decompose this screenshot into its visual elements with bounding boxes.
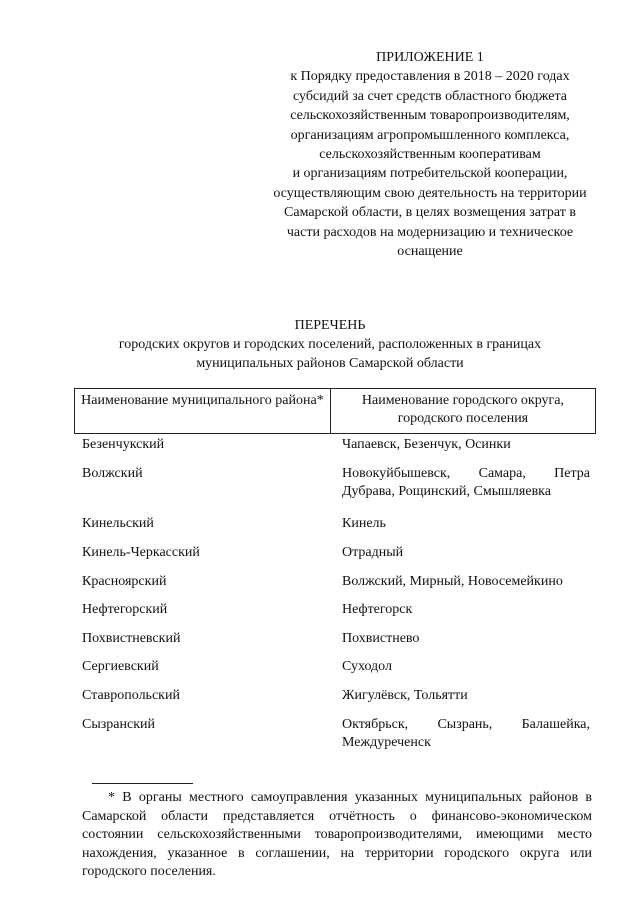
annex-line: оснащение: [397, 244, 463, 260]
settlement-names: Октябрьск, Сызрань, Балашейка, Междуреченск: [342, 717, 590, 750]
footnote-separator: [92, 783, 193, 784]
annex-line: к Порядку предоставления в 2018 – 2020 годах: [290, 69, 570, 85]
table-header: [74, 388, 596, 434]
district-name: Безенчукский: [82, 437, 165, 452]
settlement-names: Нефтегорск: [342, 602, 413, 617]
list-title: ПЕРЕЧЕНЬ: [294, 318, 366, 333]
column-header-settlement: Наименование городского округа, городского поселения: [330, 389, 595, 434]
list-heading: [70, 316, 590, 373]
settlement-names: Новокуйбышевск, Самара, Петра Дубрава, Рощинский, Смышляевка: [342, 466, 590, 499]
settlement-names: Суходол: [342, 659, 392, 674]
annex-line: сельскохозяйственным товаропроизводителям,: [290, 108, 570, 124]
column-header-district: Наименование муниципального района*: [75, 389, 331, 434]
footnote: * В органы местного самоуправления указанных муниципальных районов в Самарской области представляется отчётность о финансово-экономическом состоянии сельскохозяйственными товаропроизводителями, имеющими место нахождения, указанное в соглашении, на территории городского округа или городского поселения.: [82, 790, 592, 880]
district-name: Сергиевский: [82, 659, 159, 674]
settlement-names: Кинель: [342, 516, 386, 531]
annex-line: Самарской области, в целях возмещения затрат в: [284, 205, 576, 221]
district-name: Ставропольский: [82, 688, 180, 703]
annex-header: [240, 48, 620, 261]
annex-line: и организациям потребительской кооперации,: [292, 166, 568, 182]
district-name: Сызранский: [82, 717, 155, 732]
settlement-names: Жигулёвск, Тольятти: [342, 688, 468, 703]
district-name: Кинельский: [82, 516, 154, 531]
district-name: Красноярский: [82, 574, 167, 589]
district-name: Кинель-Черкасский: [82, 545, 200, 560]
settlement-names: Чапаевск, Безенчук, Осинки: [342, 437, 511, 452]
settlement-names: Отрадный: [342, 545, 404, 560]
annex-title: ПРИЛОЖЕНИЕ 1: [376, 50, 484, 65]
district-name: Похвистневский: [82, 631, 181, 646]
district-name: Нефтегорский: [82, 602, 168, 617]
annex-line: организациям агропромышленного комплекса,: [290, 127, 570, 143]
list-subtitle-line: муниципальных районов Самарской области: [196, 356, 464, 371]
settlement-names: Волжский, Мирный, Новосемейкино: [342, 574, 563, 589]
settlement-names: Похвистнево: [342, 631, 420, 646]
district-name: Волжский: [82, 466, 143, 481]
list-subtitle-line: городских округов и городских поселений, расположенных в границах: [118, 337, 542, 352]
annex-line: субсидий за счет средств областного бюджета: [292, 88, 568, 104]
annex-line: осуществляющим свою деятельность на территории: [273, 185, 587, 201]
annex-line: части расходов на модернизацию и техническое: [286, 224, 574, 240]
annex-line: сельскохозяйственным кооперативам: [319, 147, 541, 163]
